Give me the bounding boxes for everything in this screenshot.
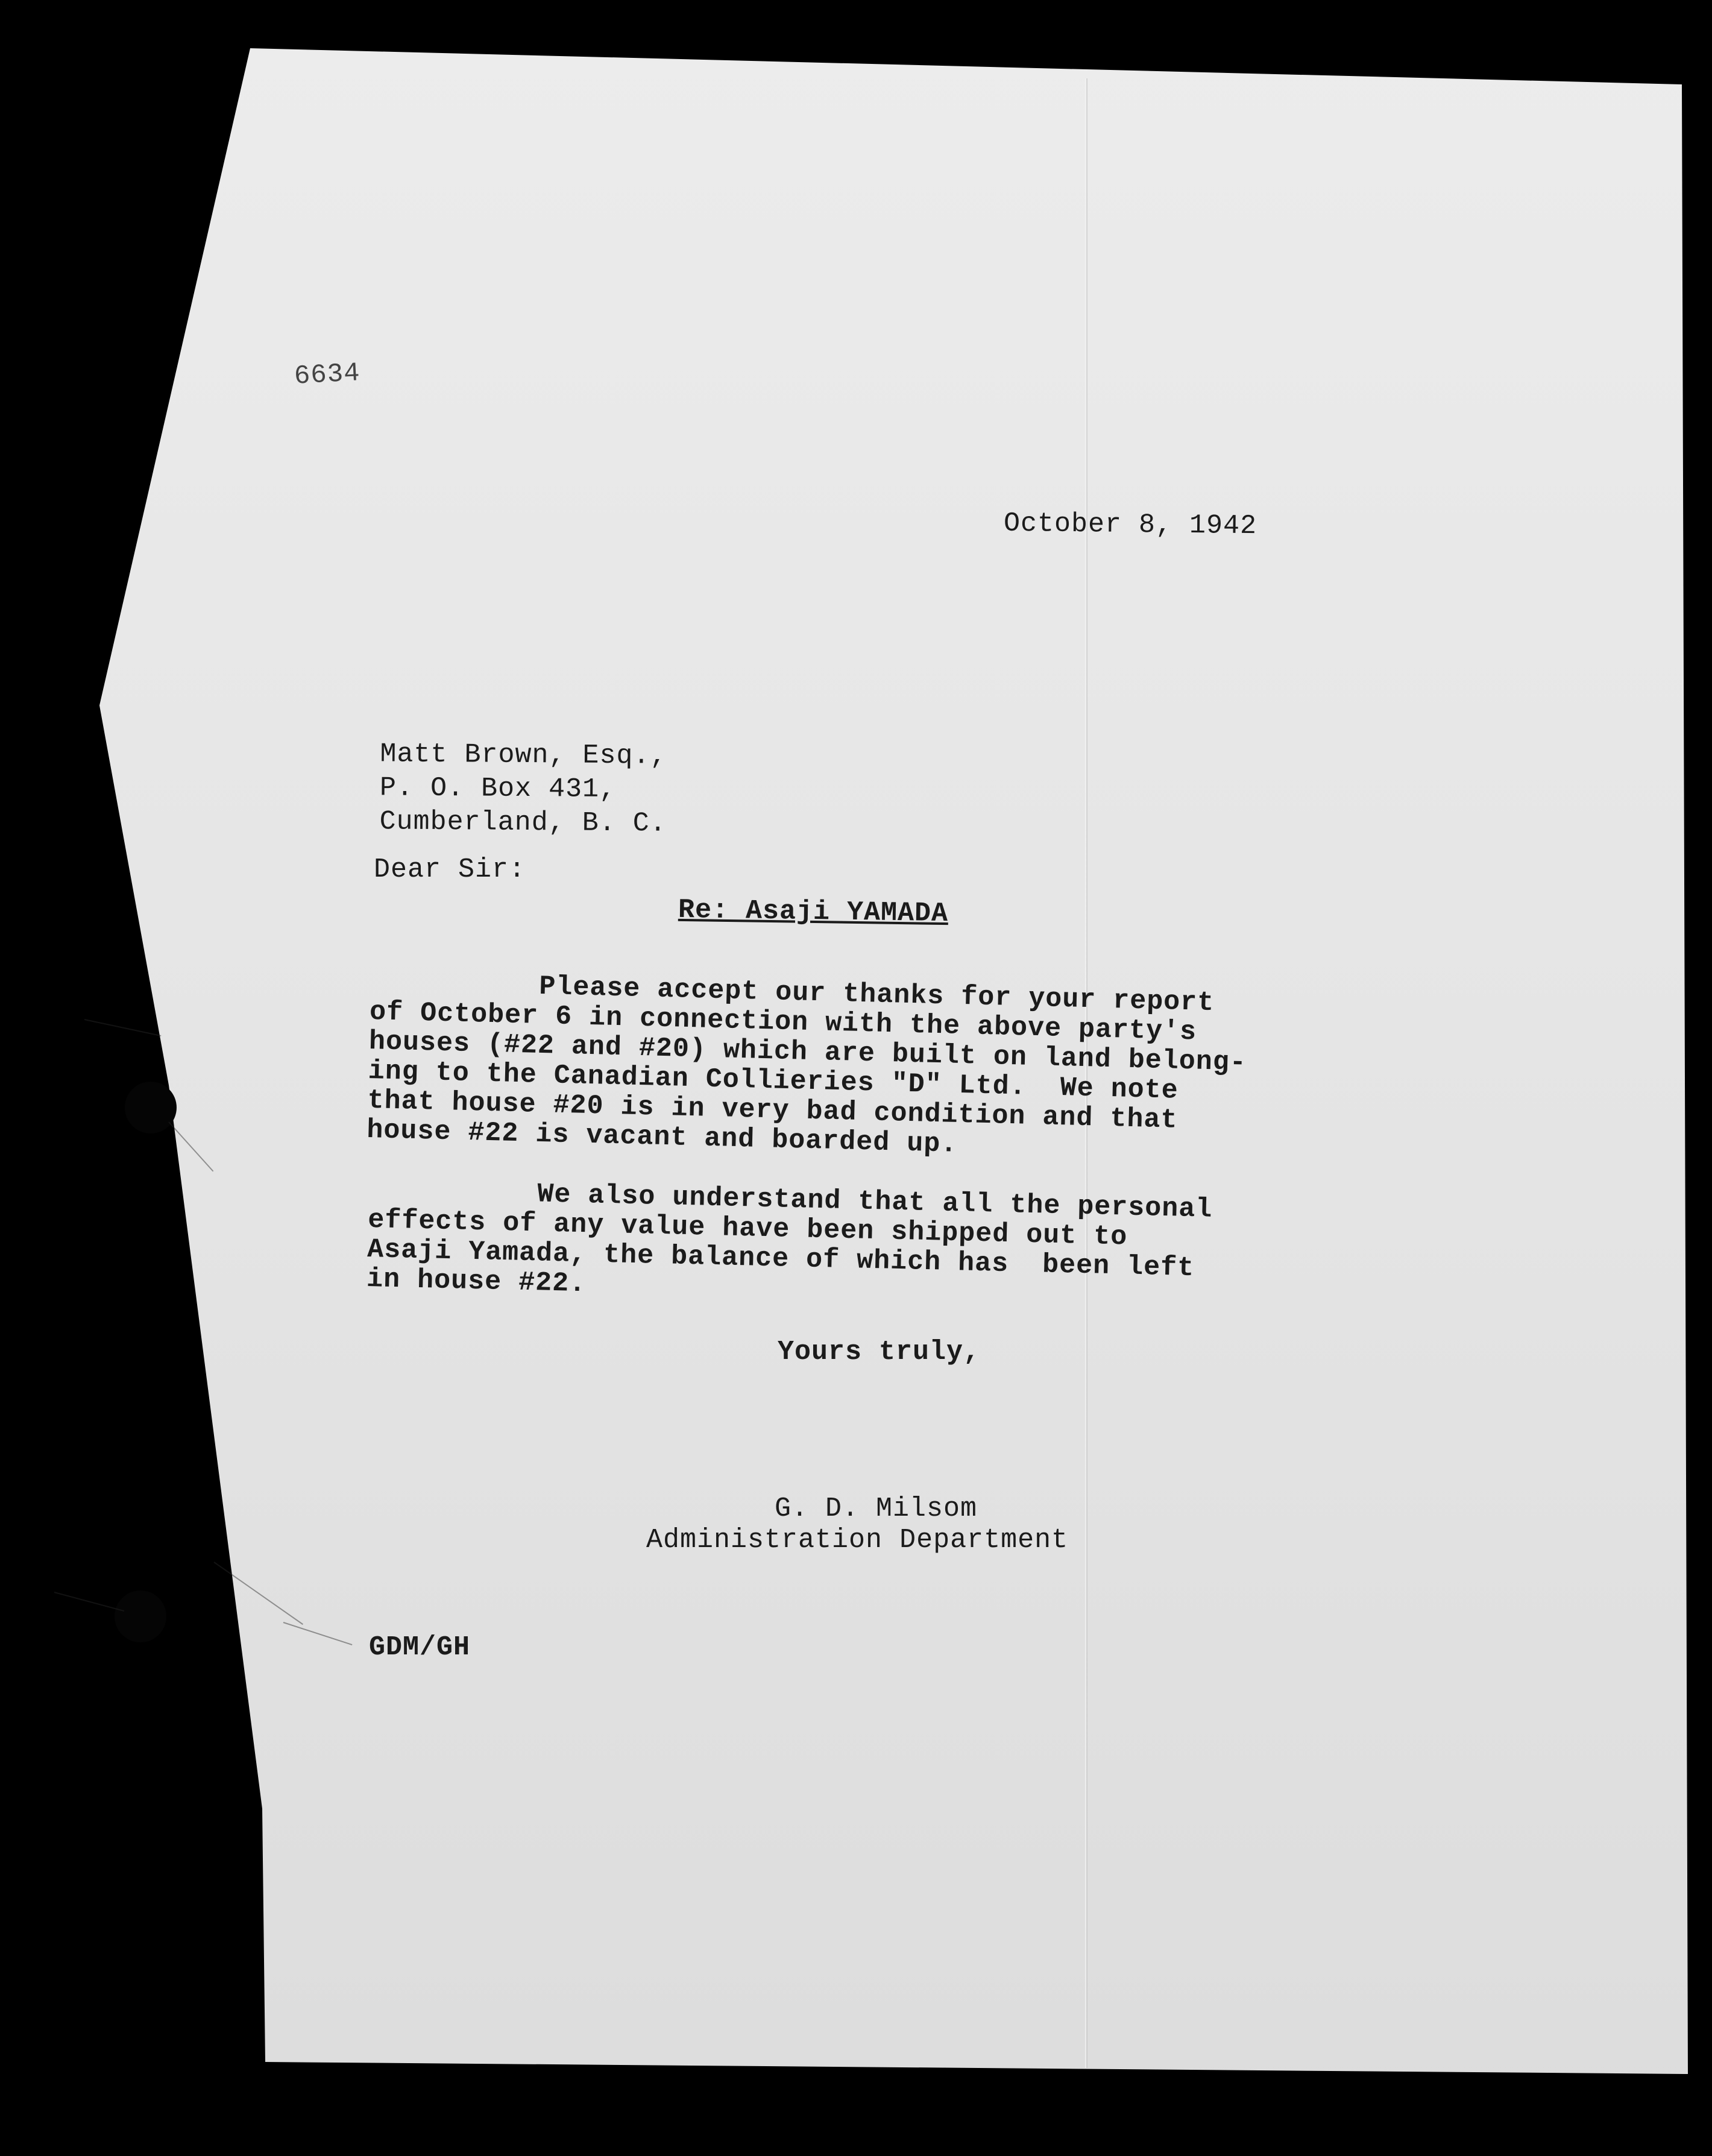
recipient-city: Cumberland, B. C. [379, 806, 667, 839]
signer-name: G. D. Milsom [775, 1493, 978, 1524]
paper-scratch [84, 1019, 162, 1036]
recipient-address [379, 737, 667, 840]
recipient-name: Matt Brown, Esq., [380, 739, 667, 772]
recipient-box: P. O. Box 431, [379, 772, 617, 805]
body-paragraph-1: Please accept our thanks for your report of October 6 in connection with the above party's houses (#22 and #20) which are built on land belong- ing to the Canadian Collieries "D" Ltd. We note that house #20 is in very bad condition and that house #22 is vacant and boarded up. [366, 967, 1247, 1160]
signer-department: Administration Department [646, 1525, 1069, 1556]
closing: Yours truly, [778, 1337, 981, 1367]
paper-scratch [54, 1592, 124, 1612]
punch-hole [125, 1082, 177, 1133]
file-number: 6634 [293, 358, 361, 392]
subject-line: Re: Asaji YAMADA [678, 894, 949, 930]
salutation: Dear Sir: [374, 854, 526, 885]
letter-date: October 8, 1942 [1003, 508, 1257, 542]
punch-hole [115, 1590, 166, 1642]
typist-initials: GDM/GH [369, 1632, 471, 1663]
body-paragraph-2: We also understand that all the personal effects of any value have been shipped out to Asaji Yamada, the balance of which has been left in house #22. [366, 1175, 1213, 1300]
